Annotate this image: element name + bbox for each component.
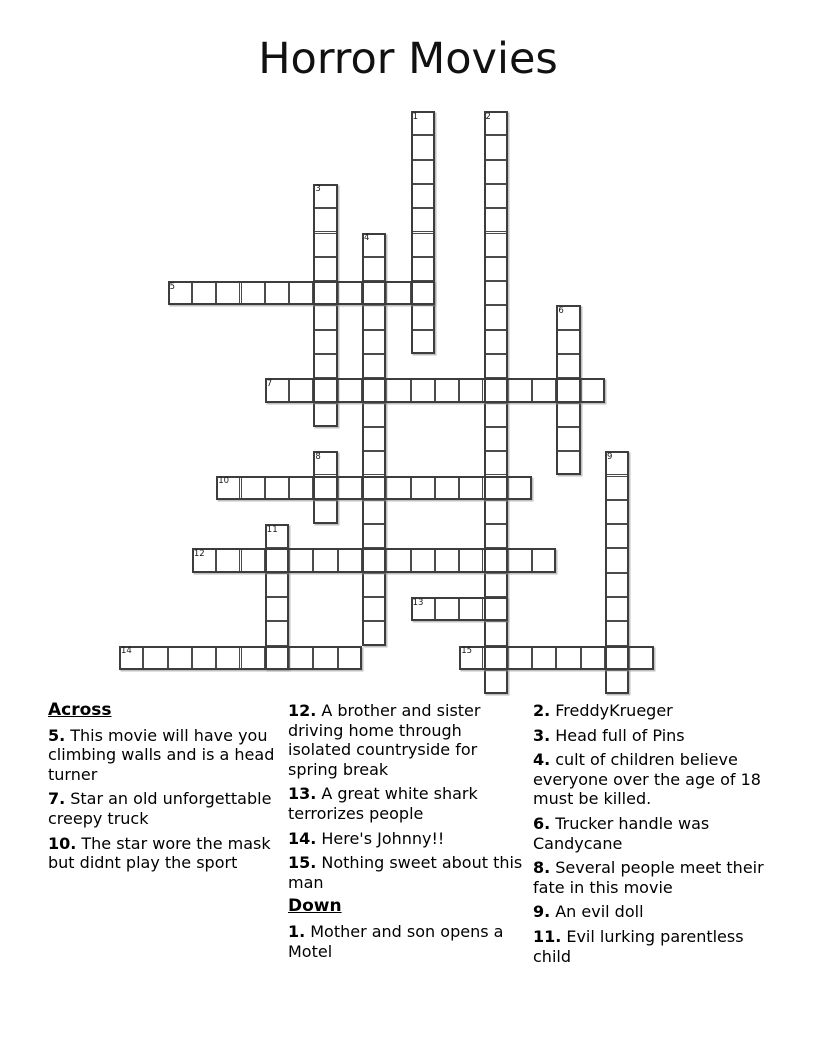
grid-clue-number: 11 <box>266 524 278 535</box>
grid-cell[interactable] <box>459 548 483 572</box>
clue-down-2 <box>533 726 771 746</box>
grid-cell[interactable] <box>362 451 386 475</box>
grid-cell[interactable] <box>386 378 410 402</box>
grid-cell[interactable] <box>484 646 508 670</box>
grid-cell[interactable] <box>484 621 508 645</box>
grid-cell[interactable] <box>216 476 240 500</box>
grid-cell[interactable] <box>265 281 289 305</box>
grid-cell[interactable] <box>313 233 337 257</box>
grid-clue-number: 10 <box>218 476 230 486</box>
grid-cell[interactable] <box>143 646 167 670</box>
grid-cell[interactable] <box>484 597 508 621</box>
grid-clue-number: 6 <box>558 305 564 316</box>
grid-cell[interactable] <box>508 646 532 670</box>
grid-cell[interactable] <box>386 281 410 305</box>
clue-across-2 <box>48 834 286 873</box>
clue-number: 11. <box>533 926 562 946</box>
grid-cell[interactable] <box>629 646 653 670</box>
grid-cell[interactable] <box>313 184 337 208</box>
grid-cell[interactable] <box>265 597 289 621</box>
clue-down-3 <box>533 750 771 809</box>
clue-down-6 <box>533 902 771 922</box>
grid-cell[interactable] <box>313 330 337 354</box>
grid-cell[interactable] <box>484 354 508 378</box>
grid-cell[interactable] <box>338 476 362 500</box>
clue-text: cult of children believe everyone over the age of 18 must be killed. <box>533 750 761 809</box>
grid-cell[interactable] <box>508 476 532 500</box>
clue-text: Here's Johnny!! <box>321 828 445 848</box>
grid-cell[interactable] <box>313 476 337 500</box>
grid-cell[interactable] <box>411 135 435 159</box>
grid-cell[interactable] <box>265 524 289 548</box>
grid-cell[interactable] <box>241 646 265 670</box>
clue-number: 8. <box>533 858 551 878</box>
grid-cell[interactable] <box>581 646 605 670</box>
grid-cell[interactable] <box>192 548 216 572</box>
grid-cell[interactable] <box>484 403 508 427</box>
grid-cell[interactable] <box>313 257 337 281</box>
grid-cell[interactable] <box>556 403 580 427</box>
grid-cell[interactable] <box>484 281 508 305</box>
clue-number: 9. <box>533 902 551 922</box>
grid-clue-number: 2 <box>485 111 491 122</box>
clue-text: Mother and son opens a Motel <box>288 921 504 961</box>
grid-cell[interactable] <box>605 548 629 572</box>
grid-cell[interactable] <box>411 281 435 305</box>
clue-number: 13. <box>288 784 317 804</box>
clue-text: FreddyKrueger <box>555 701 673 720</box>
grid-cell[interactable] <box>168 281 192 305</box>
clue-text: An evil doll <box>555 902 644 922</box>
grid-cell[interactable] <box>265 573 289 597</box>
clue-number: 14. <box>288 828 317 848</box>
clue-number: 4. <box>533 750 551 770</box>
grid-cell[interactable] <box>556 305 580 329</box>
grid-cell[interactable] <box>605 646 629 670</box>
clue-across-3 <box>288 701 526 779</box>
grid-cell[interactable] <box>216 646 240 670</box>
grid-cell[interactable] <box>362 573 386 597</box>
grid-cell[interactable] <box>362 427 386 451</box>
clue-number: 15. <box>288 853 317 873</box>
grid-cell[interactable] <box>362 597 386 621</box>
grid-cell[interactable] <box>484 135 508 159</box>
grid-cell[interactable] <box>484 160 508 184</box>
clue-number: 10. <box>48 833 77 853</box>
clue-down-4 <box>533 814 771 853</box>
clue-text: This movie will have you climbing walls and is a head turner <box>48 725 275 784</box>
grid-cell[interactable] <box>411 305 435 329</box>
grid-cell[interactable] <box>411 233 435 257</box>
grid-clue-number: 15 <box>461 646 473 657</box>
grid-cell[interactable] <box>411 378 435 402</box>
grid-cell[interactable] <box>435 548 459 572</box>
grid-cell[interactable] <box>508 378 532 402</box>
clue-text: Several people meet their fate in this movie <box>533 858 764 897</box>
clue-text: Evil lurking parentless child <box>533 926 744 966</box>
clue-number: 2. <box>533 701 551 720</box>
grid-cell[interactable] <box>362 548 386 572</box>
grid-clue-number: 5 <box>169 281 176 292</box>
down-heading: Down <box>288 896 342 917</box>
clue-down-7 <box>533 927 771 966</box>
grid-cell[interactable] <box>435 378 459 402</box>
grid-cell[interactable] <box>411 548 435 572</box>
grid-cell[interactable] <box>411 597 435 621</box>
grid-cell[interactable] <box>605 597 629 621</box>
clue-text: A brother and sister driving home through isolated countryside for spring break <box>288 701 481 779</box>
grid-cell[interactable] <box>338 281 362 305</box>
clue-number: 12. <box>288 701 317 720</box>
grid-cell[interactable] <box>362 305 386 329</box>
clue-text: Star an old unforgettable creepy truck <box>48 789 272 828</box>
grid-cell[interactable] <box>556 451 580 475</box>
grid-clue-number: 12 <box>193 548 205 559</box>
grid-cell[interactable] <box>362 403 386 427</box>
grid-cell[interactable] <box>484 670 508 694</box>
clue-number: 6. <box>533 813 551 833</box>
clue-across-1 <box>48 789 286 828</box>
grid-cell[interactable] <box>362 233 386 257</box>
grid-cell[interactable] <box>386 476 410 500</box>
page-title: Horror Movies <box>258 34 558 84</box>
grid-cell[interactable] <box>362 354 386 378</box>
grid-cell[interactable] <box>605 500 629 524</box>
grid-cell[interactable] <box>362 621 386 645</box>
grid-cell[interactable] <box>411 476 435 500</box>
grid-clue-number: 4 <box>364 233 370 243</box>
grid-cell[interactable] <box>313 548 337 572</box>
clue-text: A great white shark terrorizes people <box>288 784 478 823</box>
grid-cell[interactable] <box>484 451 508 475</box>
grid-cell[interactable] <box>313 305 337 329</box>
grid-cell[interactable] <box>265 548 289 572</box>
grid-cell[interactable] <box>484 184 508 208</box>
grid-cell[interactable] <box>459 476 483 500</box>
grid-cell[interactable] <box>241 548 265 572</box>
clue-text: The star wore the mask but didnt play the sport <box>48 833 271 873</box>
grid-cell[interactable] <box>362 524 386 548</box>
grid-cell[interactable] <box>362 476 386 500</box>
clue-across-5 <box>288 829 526 849</box>
clue-down-0 <box>288 922 526 961</box>
grid-cell[interactable] <box>556 354 580 378</box>
grid-cell[interactable] <box>119 646 143 670</box>
grid-cell[interactable] <box>556 427 580 451</box>
grid-cell[interactable] <box>241 476 265 500</box>
grid-cell[interactable] <box>265 646 289 670</box>
grid-cell[interactable] <box>484 476 508 500</box>
grid-clue-number: 8 <box>315 451 321 462</box>
grid-cell[interactable] <box>581 378 605 402</box>
clue-number: 5. <box>48 725 66 745</box>
grid-cell[interactable] <box>216 281 240 305</box>
grid-cell[interactable] <box>459 646 483 670</box>
grid-cell[interactable] <box>313 378 337 402</box>
grid-cell[interactable] <box>313 500 337 524</box>
grid-cell[interactable] <box>605 524 629 548</box>
grid-cell[interactable] <box>265 378 289 402</box>
grid-clue-number: 13 <box>412 597 424 608</box>
grid-cell[interactable] <box>484 305 508 329</box>
clue-across-4 <box>288 784 526 823</box>
grid-cell[interactable] <box>556 378 580 402</box>
grid-cell[interactable] <box>484 208 508 232</box>
grid-cell[interactable] <box>313 451 337 475</box>
clue-number: 7. <box>48 789 66 809</box>
clue-across-6 <box>288 853 526 892</box>
grid-cell[interactable] <box>313 281 337 305</box>
grid-cell[interactable] <box>459 378 483 402</box>
grid-cell[interactable] <box>484 548 508 572</box>
grid-cell[interactable] <box>362 378 386 402</box>
clue-number: 3. <box>533 725 551 745</box>
grid-cell[interactable] <box>216 548 240 572</box>
grid-cell[interactable] <box>484 111 508 135</box>
grid-clue-number: 9 <box>607 451 613 462</box>
clue-down-1 <box>533 701 771 721</box>
grid-cell[interactable] <box>484 330 508 354</box>
grid-cell[interactable] <box>289 476 313 500</box>
grid-cell[interactable] <box>411 208 435 232</box>
grid-cell[interactable] <box>289 281 313 305</box>
grid-cell[interactable] <box>556 646 580 670</box>
grid-cell[interactable] <box>313 646 337 670</box>
grid-clue-number: 7 <box>266 378 273 389</box>
grid-cell[interactable] <box>362 330 386 354</box>
grid-cell[interactable] <box>338 378 362 402</box>
clue-text: Nothing sweet about this man <box>288 853 523 892</box>
grid-cell[interactable] <box>484 257 508 281</box>
grid-cell[interactable] <box>605 621 629 645</box>
grid-cell[interactable] <box>338 548 362 572</box>
grid-cell[interactable] <box>313 208 337 232</box>
grid-cell[interactable] <box>532 378 556 402</box>
clue-column-right <box>533 701 771 971</box>
clue-column-middle <box>288 701 526 966</box>
clue-column-left <box>48 701 286 878</box>
grid-cell[interactable] <box>192 646 216 670</box>
grid-cell[interactable] <box>508 548 532 572</box>
grid-cell[interactable] <box>532 646 556 670</box>
grid-cell[interactable] <box>411 160 435 184</box>
clue-down-5 <box>533 858 771 897</box>
grid-clue-number: 14 <box>121 646 132 657</box>
grid-cell[interactable] <box>605 670 629 694</box>
grid-cell[interactable] <box>289 378 313 402</box>
grid-cell[interactable] <box>411 330 435 354</box>
grid-cell[interactable] <box>168 646 192 670</box>
grid-cell[interactable] <box>289 548 313 572</box>
grid-cell[interactable] <box>484 233 508 257</box>
grid-cell[interactable] <box>338 646 362 670</box>
grid-cell[interactable] <box>532 548 556 572</box>
clue-across-0 <box>48 726 286 785</box>
grid-cell[interactable] <box>605 476 629 500</box>
grid-cell[interactable] <box>265 621 289 645</box>
grid-cell[interactable] <box>484 524 508 548</box>
grid-cell[interactable] <box>605 573 629 597</box>
grid-cell[interactable] <box>241 281 265 305</box>
clue-text: Head full of Pins <box>555 725 685 745</box>
grid-cell[interactable] <box>362 257 386 281</box>
grid-cell[interactable] <box>386 548 410 572</box>
grid-clue-number: 1 <box>412 111 419 122</box>
grid-cell[interactable] <box>411 184 435 208</box>
grid-cell[interactable] <box>313 354 337 378</box>
grid-cell[interactable] <box>289 646 313 670</box>
grid-cell[interactable] <box>435 597 459 621</box>
grid-cell[interactable] <box>411 111 435 135</box>
clue-number: 1. <box>288 921 306 941</box>
grid-cell[interactable] <box>435 476 459 500</box>
grid-cell[interactable] <box>411 257 435 281</box>
grid-cell[interactable] <box>484 500 508 524</box>
grid-cell[interactable] <box>192 281 216 305</box>
clue-text: Trucker handle was Candycane <box>533 813 710 853</box>
across-heading: Across <box>48 700 112 720</box>
grid-cell[interactable] <box>313 403 337 427</box>
grid-cell[interactable] <box>484 427 508 451</box>
grid-cell[interactable] <box>484 378 508 402</box>
grid-clue-number: 3 <box>315 184 321 195</box>
grid-cell[interactable] <box>362 281 386 305</box>
grid-cell[interactable] <box>556 330 580 354</box>
grid-cell[interactable] <box>362 500 386 524</box>
grid-cell[interactable] <box>484 573 508 597</box>
grid-cell[interactable] <box>265 476 289 500</box>
grid-cell[interactable] <box>605 451 629 475</box>
grid-cell[interactable] <box>459 597 483 621</box>
